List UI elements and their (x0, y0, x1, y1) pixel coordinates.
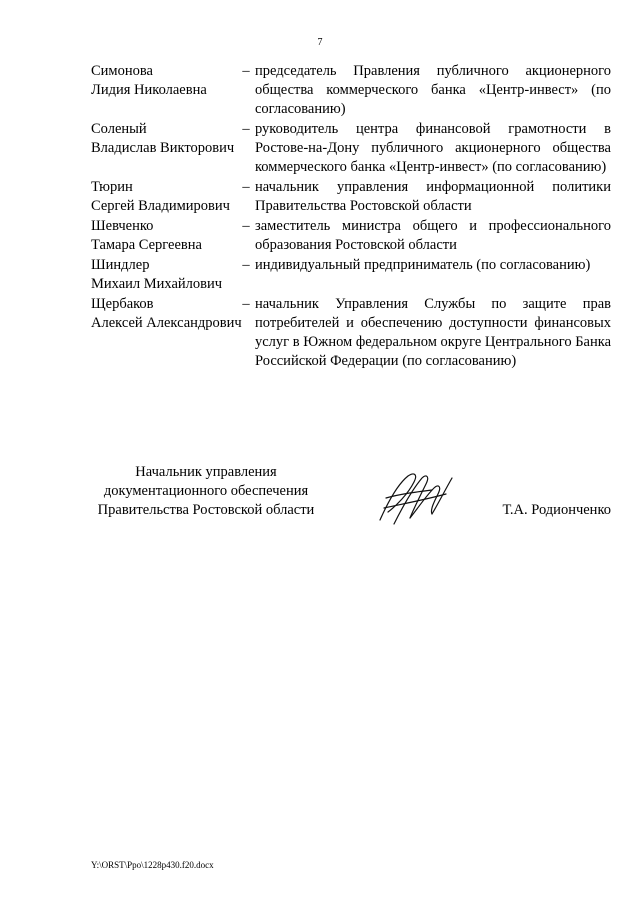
member-row (91, 295, 611, 371)
member-surname: Шиндлер (91, 257, 150, 273)
member-row (91, 62, 611, 119)
member-name (91, 178, 237, 216)
member-name (91, 217, 237, 255)
member-row (91, 256, 611, 294)
member-dash: – (242, 63, 250, 79)
file-path: Y:\ORST\Ppo\1228p430.f20.docx (91, 860, 214, 870)
member-role: руководитель центра финансовой грамотности в Ростове-на-Дону публичного акционерного общества коммерческого банка «Центр-инвест» (по согласованию) (255, 121, 611, 175)
member-dash: – (242, 121, 250, 137)
member-role: заместитель министра общего и профессионального образования Ростовской области (255, 218, 611, 253)
member-given-name: Михаил Михайлович (91, 276, 223, 292)
member-given-name: Алексей Александрович (91, 315, 242, 331)
member-role: начальник управления информационной политики Правительства Ростовской области (255, 179, 611, 214)
member-surname: Соленый (91, 121, 147, 137)
member-dash: – (242, 257, 250, 273)
member-row (91, 120, 611, 177)
member-given-name: Тамара Сергеевна (91, 237, 202, 253)
member-name (91, 295, 242, 333)
member-name (91, 256, 237, 294)
signatory-title-line: Правительства Ростовской области (97, 502, 315, 518)
member-given-name: Лидия Николаевна (91, 82, 207, 98)
signature-block (91, 463, 611, 533)
member-role: председатель Правления публичного акционерного общества коммерческого банка «Центр-инвест» (по согласованию) (255, 63, 611, 117)
member-surname: Шевченко (91, 218, 154, 234)
signatory-name: Т.А. Родионченко (502, 502, 611, 518)
member-surname: Симонова (91, 63, 153, 79)
signatory-title (91, 463, 321, 520)
members-list (91, 62, 611, 372)
member-surname: Тюрин (91, 179, 133, 195)
member-role: индивидуальный предприниматель (по согласованию) (255, 257, 591, 273)
member-name (91, 62, 237, 100)
member-dash: – (242, 179, 250, 195)
member-given-name: Владислав Викторович (91, 140, 235, 156)
member-name (91, 120, 237, 158)
page-number: 7 (317, 37, 323, 48)
member-row (91, 178, 611, 216)
signatory-title-line: Начальник управления (135, 464, 277, 480)
member-row (91, 217, 611, 255)
member-role: начальник Управления Службы по защите прав потребителей и обеспечению доступности финансовых услуг в Южном федеральном округе Центрального Банка Российской Федерации (по согласованию) (255, 296, 612, 369)
member-dash: – (242, 296, 250, 312)
member-dash: – (242, 218, 250, 234)
signatory-title-line: документационного обеспечения (103, 483, 309, 499)
member-surname: Щербаков (91, 296, 154, 312)
member-given-name: Сергей Владимирович (91, 198, 230, 214)
handwritten-signature-icon (374, 468, 460, 530)
